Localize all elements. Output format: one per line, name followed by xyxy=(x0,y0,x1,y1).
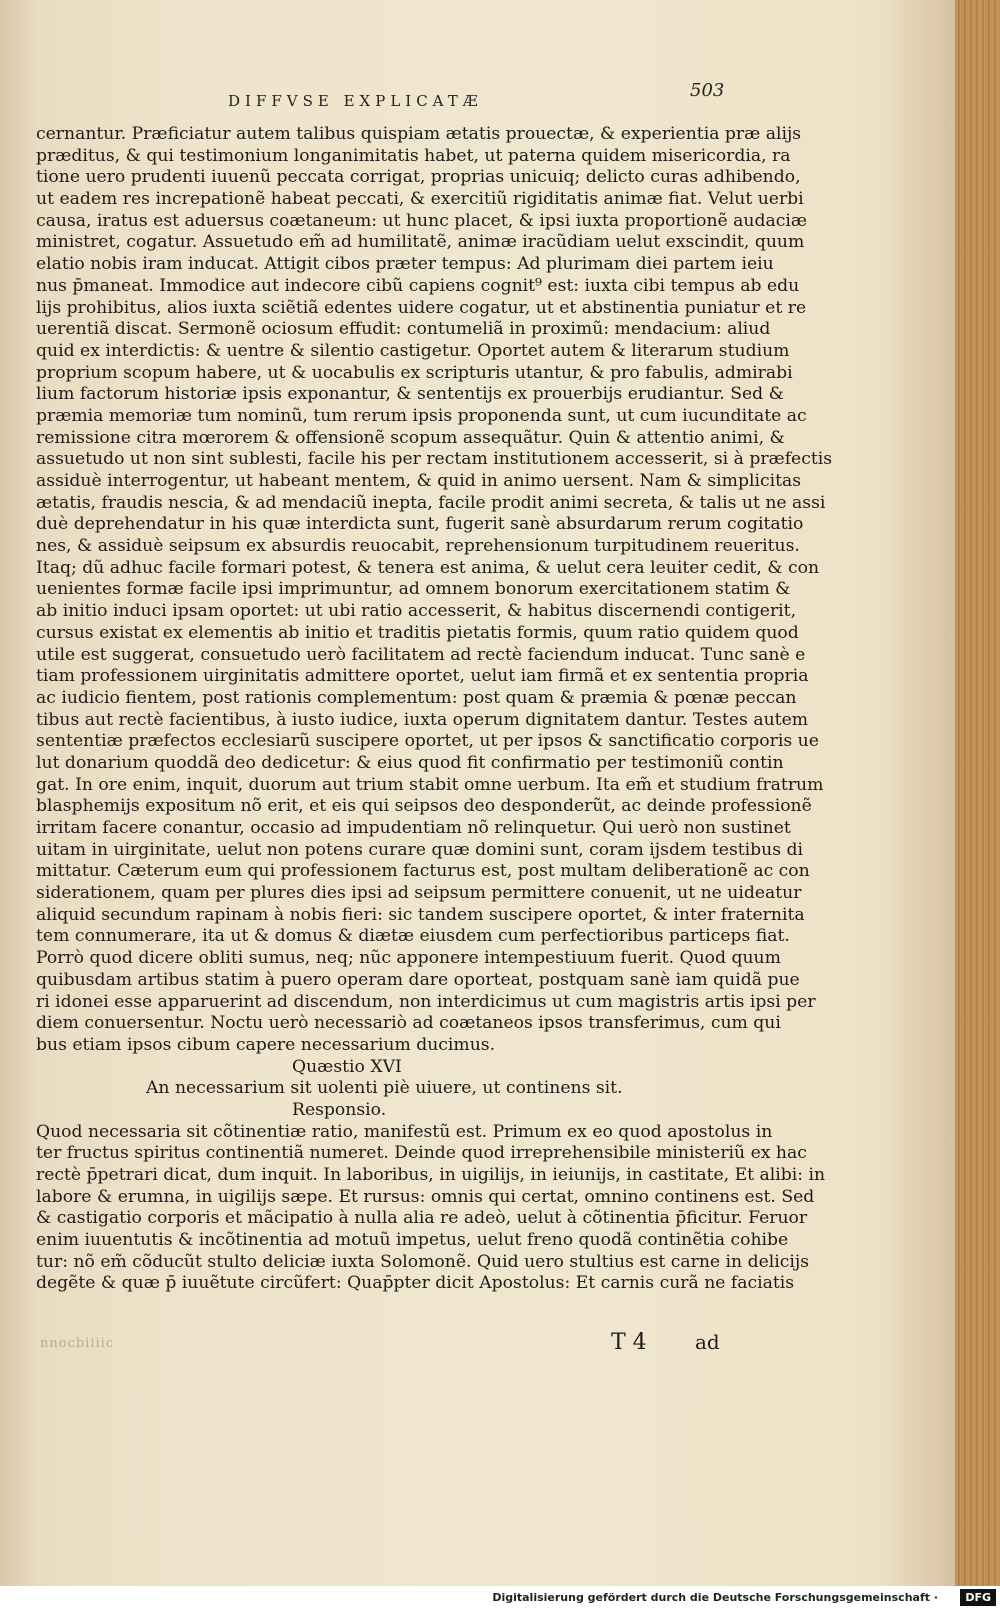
text-line: lut donarium quoddã deo dedicetur: & eius quod fit confirmatio per testimoniũ contin xyxy=(36,752,784,773)
paragraph-1 xyxy=(36,124,833,1057)
catchword: ad xyxy=(695,1330,720,1354)
text-line: assuetudo ut non sint sublesti, facile his per rectam institutionem accesserit, si à præfectis xyxy=(36,449,833,470)
text-line: ab initio induci ipsam oportet: ut ubi ratio accesserit, & habitus discernendi contigerit, xyxy=(36,601,797,622)
paragraph-2 xyxy=(36,1121,826,1296)
text-line: aliquid secundum rapinam à nobis fieri: sic tandem suscipere oportet, & inter fraternita xyxy=(36,904,805,925)
text-line: utile est suggerat, consuetudo uerò facilitatem ad rectè faciendum inducat. Tunc sanè e xyxy=(36,644,806,665)
text-line: tem connumerare, ita ut & domus & diætæ eiusdem cum perfectioribus particeps fiat. xyxy=(36,926,790,947)
question-title: An necessarium sit uolenti piè uiuere, ut continens sit. xyxy=(146,1078,623,1099)
text-line: proprium scopum habere, ut & uocabulis ex scripturis utantur, & pro fabulis, admirabi xyxy=(36,362,793,383)
signature-mark: T 4 xyxy=(611,1330,647,1355)
text-line: assiduè interrogentur, ut habeant mentem, & quid in animo uersent. Nam & simplicitas xyxy=(36,471,802,491)
text-line: lium factorum historiæ ipsis exponantur, & sententijs ex prouerbijs erudiantur. Sed & xyxy=(36,384,784,405)
page-number: 503 xyxy=(690,80,725,101)
body-text xyxy=(36,124,833,1295)
text-line: diem conuersentur. Noctu uerò necessariò ad coætaneos ipsos transferimus, cum qui xyxy=(36,1013,781,1034)
text-line: causa, iratus est aduersus coætaneum: ut hunc placet, & ipsi iuxta proportionẽ audaciæ xyxy=(36,210,808,231)
text-line: duè deprehendatur in his quæ interdicta sunt, fugerit sanè absurdarum rerum cogitatio xyxy=(36,514,804,535)
dfg-logo: DFG xyxy=(960,1589,996,1606)
answer-text-line: tur: nõ em̃ cõducũt stulto deliciæ iuxta Solomonẽ. Quid uero stultius est carne in delicijs xyxy=(36,1251,810,1272)
text-line: gat. In ore enim, inquit, duorum aut trium stabit omne uerbum. Ita em̃ et studium fratrum xyxy=(36,774,824,795)
answer-text-line: labore & erumna, in uigilijs sæpe. Et rursus: omnis qui certat, omnino continens est. Sed xyxy=(36,1186,815,1207)
text-line: sententiæ præfectos ecclesiarũ suscipere oportet, ut per ipsos & sanctificatio corporis ue xyxy=(36,731,819,752)
text-line: quid ex interdictis: & uentre & silentio castigetur. Oportet autem & literarum studium xyxy=(36,340,790,361)
answer-text-line: ter fructus spiritus continentiã numeret. Deinde quod irreprehensibile ministeriũ ex hac xyxy=(36,1143,807,1164)
question-heading: Quæstio XVI xyxy=(292,1056,402,1077)
text-line: nes, & assiduè seipsum ex absurdis reuocabit, reprehensionum turpitudinem reueritus. xyxy=(36,536,800,557)
text-line: lijs prohibitus, alios iuxta sciẽtiã edentes uidere cogatur, ut et abstinentia puniatur et re xyxy=(36,297,807,318)
running-head: DIFFVSE EXPLICATÆ xyxy=(228,92,483,110)
answer-text-line: & castigatio corporis et mãcipatio à nulla alia re adeò, uelut à cõtinentia p̄ficitur. Feruor xyxy=(36,1208,808,1229)
text-line: mittatur. Cæterum eum qui professionem facturus est, post multam deliberationẽ ac con xyxy=(36,861,810,882)
text-line: siderationem, quam per plures dies ipsi ad seipsum permittere conuenit, ut ne uideatur xyxy=(36,883,802,904)
page-edges xyxy=(955,0,1000,1586)
text-line: ætatis, fraudis nescia, & ad mendaciũ inepta, facile prodit animi secreta, & talis ut ne assi xyxy=(36,492,826,513)
text-line: ministret, cogatur. Assuetudo em̃ ad humilitatẽ, animæ iracũdiam uelut exscindit, quum xyxy=(36,232,805,253)
credit-text: Digitalisierung gefördert durch die Deutsche Forschungsgemeinschaft · xyxy=(492,1591,938,1604)
credit-bar xyxy=(0,1586,1000,1610)
text-line: Porrò quod dicere obliti sumus, neq; nũc apponere intempestiuum fuerit. Quod quum xyxy=(36,948,781,969)
bleed-through-text: nnocbiiiic xyxy=(40,1336,115,1351)
text-line: tibus aut rectè facientibus, à iusto iudice, iuxta operum dignitatem dantur. Testes autem xyxy=(36,709,809,730)
text-line: ac iudicio fientem, post rationis complementum: post quam & præmia & pœnæ peccan xyxy=(36,687,797,708)
text-line: ri idonei esse apparuerint ad discendum, non interdicimus ut cum magistris artis ipsi per xyxy=(36,991,816,1012)
text-line: blasphemijs expositum nõ erit, et eis qui seipsos deo desponderũt, ac deinde professionẽ xyxy=(36,796,812,817)
answer-text-line: degẽte & quæ p̄ iuuẽtute circũfert: Quap̄pter dicit Apostolus: Et carnis curã ne faciatis xyxy=(36,1273,795,1294)
answer-text-line: rectè p̄petrari dicat, dum inquit. In laboribus, in uigilijs, in ieiunijs, in castitate, Et alibi: in xyxy=(36,1165,826,1185)
response-heading: Responsio. xyxy=(292,1099,387,1120)
text-line: uenientes formæ facile ipsi imprimuntur, ad omnem bonorum exercitationem statim & xyxy=(36,579,791,600)
text-line: præmia memoriæ tum nominũ, tum rerum ipsis proponenda sunt, ut cum iucunditate ac xyxy=(36,405,807,426)
text-line: elatio nobis iram inducat. Attigit cibos præter tempus: Ad plurimam diei partem ieiu xyxy=(36,254,774,275)
text-line: uitam in uirginitate, uelut non potens curare quæ domini sunt, coram ijsdem testibus di xyxy=(36,839,804,860)
text-line: quibusdam artibus statim à puero operam dare oporteat, postquam sanè iam quidã pue xyxy=(36,969,800,990)
text-line: ut eadem res increpationẽ habeat peccati, & exercitiũ rigiditatis animæ fiat. Velut uerbi xyxy=(36,189,804,210)
text-line: nus p̄maneat. Immodice aut indecore cibũ capiens cognit⁹ est: iuxta cibi tempus ab edu xyxy=(36,275,800,296)
text-line: præditus, & qui testimonium longanimitatis habet, ut paterna quidem misericordia, ra xyxy=(36,145,791,166)
text-line: bus etiam ipsos cibum capere necessarium ducimus. xyxy=(36,1034,496,1055)
text-line: tiam professionem uirginitatis admittere oportet, uelut iam firmã et ex sententia propria xyxy=(36,666,809,687)
text-line: remissione citra mœrorem & offensionẽ scopum assequãtur. Quin & attentio animi, & xyxy=(36,427,785,448)
text-line: irritam facere conantur, occasio ad impudentiam nõ relinquetur. Qui uerò non sustinet xyxy=(36,818,791,838)
text-line: tione uero prudenti iuuenũ peccata corrigat, proprias unicuiq; delicto curas adhibendo, xyxy=(36,167,801,188)
text-line: cernantur. Præficiatur autem talibus quispiam ætatis prouectæ, & experientia præ alijs xyxy=(36,124,802,144)
text-line: uerentiã discat. Sermonẽ ociosum effudit: contumeliã in proximũ: mendacium: aliud xyxy=(36,319,771,340)
answer-text-line: Quod necessaria sit cõtinentiæ ratio, manifestũ est. Primum ex eo quod apostolus in xyxy=(36,1121,773,1142)
text-line: Itaq; dũ adhuc facile formari potest, & tenera est anima, & uelut cera leuiter cedit, & con xyxy=(36,557,820,578)
answer-text-line: enim iuuentutis & incõtinentia ad motuũ impetus, uelut freno quodã continẽtia cohibe xyxy=(36,1230,789,1251)
page-footer xyxy=(0,1330,1000,1360)
text-line: cursus existat ex elementis ab initio et traditis pietatis formis, quum ratio quidem quod xyxy=(36,622,799,643)
